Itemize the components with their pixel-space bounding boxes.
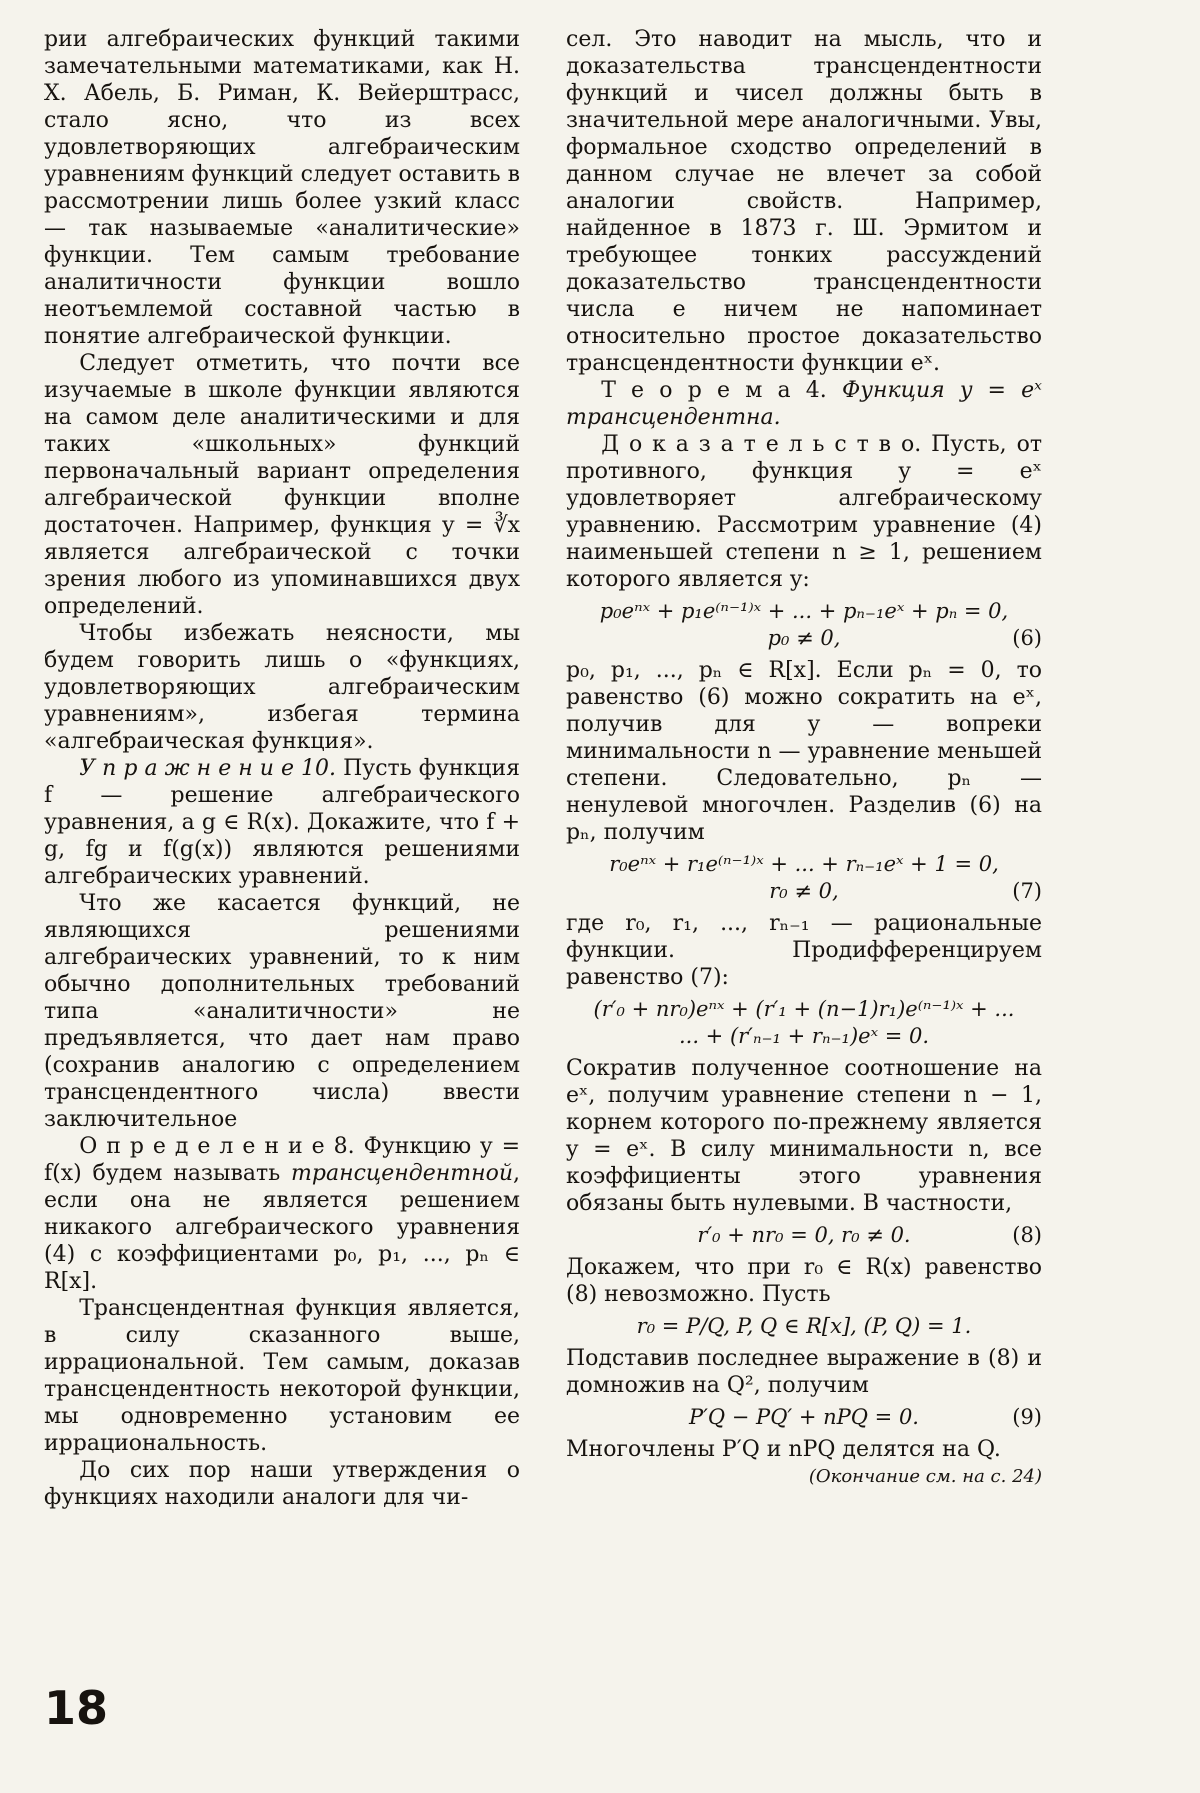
equation-8 xyxy=(566,1222,1042,1249)
exercise-body: Пусть функция f — решение алгебраического уравнения, а g ∈ R(x). Докажите, что f + g, fg и f(g(x)) являются решениями алгебраических уравнений. xyxy=(44,756,520,889)
theorem-body: Функция y = eˣ трансцендентна. xyxy=(566,378,1042,430)
left-column xyxy=(44,26,520,1511)
exercise-head: У п р а ж н е н и е 10. xyxy=(79,756,337,781)
paragraph-cancel-ex: Сократив полученное соотношение на eˣ, получим уравнение степени n − 1, корнем которого по-прежнему является y = eˣ. В силу минимальности n, все коэффициенты этого уравнения обязаны быть нулевыми. В частности, xyxy=(566,1056,1042,1216)
paragraph-rational-functions: где r₀, r₁, ..., rₙ₋₁ — рациональные функции. Продифференцируем равенство (7): xyxy=(566,911,1042,990)
theorem-4 xyxy=(566,377,1042,431)
equation-r0-text: r₀ = P/Q, P, Q ∈ R[x], (P, Q) = 1. xyxy=(636,1314,972,1338)
definition-pre: Функцию y = f(x) будем называть xyxy=(44,1134,520,1186)
equation-diff-line2: ... + (r′ₙ₋₁ + rₙ₋₁)eˣ = 0. xyxy=(678,1024,930,1048)
paragraph-minimality: p₀, p₁, ..., pₙ ∈ R[x]. Если pₙ = 0, то равенство (6) можно сократить на eˣ, получив для y — вопреки минимальности n — уравнение меньшей степени. Следовательно, pₙ — ненулевой многочлен. Разделив (6) на pₙ, получим xyxy=(566,658,1042,845)
equation-8-number: (8) xyxy=(1012,1223,1042,1247)
paragraph-non-solutions: Что же касается функций, не являющихся решениями алгебраических уравнений, то к ним обычно дополнительных требований типа «аналитичности» не предъявляется, что дает нам право (сохранив аналогию с определением трансцендентного числа) ввести заключительное xyxy=(44,891,520,1132)
paragraph-avoid-ambiguity: Чтобы избежать неясности, мы будем говорить лишь о «функциях, удовлетворяющих алгебраическим уравнениям», избегая термина «алгебраическая функция». xyxy=(44,621,520,754)
proof xyxy=(566,431,1042,593)
equation-6-line2 xyxy=(566,625,1042,652)
equation-7-line1: r₀eⁿˣ + r₁e⁽ⁿ⁻¹⁾ˣ + ... + rₙ₋₁eˣ + 1 = 0, xyxy=(609,852,999,876)
paragraph-substitute: Подставив последнее выражение в (8) и домножив на Q², получим xyxy=(566,1346,1042,1398)
definition-8 xyxy=(44,1133,520,1295)
paragraph-analogies-start: До сих пор наши утверждения о функциях находили аналоги для чи- xyxy=(44,1458,520,1510)
equation-9-text: P′Q − PQ′ + nPQ = 0. xyxy=(689,1405,919,1429)
page-number: 18 xyxy=(44,1681,109,1735)
proof-head: Д о к а з а т е л ь с т в о. xyxy=(601,432,922,457)
equation-6-line1: p₀eⁿˣ + p₁e⁽ⁿ⁻¹⁾ˣ + ... + pₙ₋₁eˣ + pₙ = 0, xyxy=(599,599,1009,623)
theorem-head: Т е о р е м а 4. xyxy=(601,378,827,403)
equation-r0-definition xyxy=(566,1313,1042,1340)
continuation-note: (Окончание см. на с. 24) xyxy=(808,1466,1042,1487)
equation-7-line2-text: r₀ ≠ 0, xyxy=(769,879,839,903)
equation-6-line2-text: p₀ ≠ 0, xyxy=(767,626,841,650)
equation-6 xyxy=(566,598,1042,652)
equation-differentiated xyxy=(566,996,1042,1050)
right-column xyxy=(566,26,1042,1511)
paragraph-analogies-continued: сел. Это наводит на мысль, что и доказательства трансцендентности функций и чисел должны быть в значительной мере аналогичными. Увы, формальное сходство определений в данном случае не влечет за собой аналогии свойств. Например, найденное в 1873 г. Ш. Эрмитом и требующее тонких рассуждений доказательство трансцендентности числа e ничем не напоминает относительно простое доказательство трансцендентности функции eˣ. xyxy=(566,27,1042,376)
definition-head: О п р е д е л е н и е 8. xyxy=(79,1134,355,1159)
paragraph-school-functions: Следует отметить, что почти все изучаемые в школе функции являются на самом деле аналитическими и для таких «школьных» функций первоначальный вариант определения алгебраической функции вполне достаточен. Например, функция y = ∛x является алгебраической с точки зрения любого из упоминавшихся двух определений. xyxy=(44,351,520,619)
equation-8-text: r′₀ + nr₀ = 0, r₀ ≠ 0. xyxy=(697,1223,911,1247)
exercise-10 xyxy=(44,755,520,890)
definition-post: , если она не является решением никакого алгебраического уравнения (4) с коэффициентами p₀, p₁, ..., pₙ ∈ R[x]. xyxy=(44,1161,520,1294)
paragraph-analytic-functions: рии алгебраических функций такими замечательными математиками, как Н. Х. Абель, Б. Риман, К. Вейерштрасс, стало ясно, что из всех удовлетворяющих алгебраическим уравнениям функций следует оставить в рассмотрении лишь более узкий класс — так называемые «аналитические» функции. Тем самым требование аналитичности функции вошло неотъемлемой составной частью в понятие алгебраической функции. xyxy=(44,27,520,349)
equation-7-number: (7) xyxy=(1012,879,1042,903)
proof-body: Пусть, от противного, функция y = eˣ удовлетворяет алгебраическому уравнению. Рассмотрим уравнение (4) наименьшей степени n ≥ 1, решением которого является y: xyxy=(566,432,1042,592)
definition-term: трансцендентной xyxy=(291,1161,513,1186)
equation-6-number: (6) xyxy=(1012,626,1042,650)
paragraph-transcendental-irrational: Трансцендентная функция является, в силу сказанного выше, иррациональной. Тем самым, доказав трансцендентность некоторой функции, мы одновременно установим ее иррациональность. xyxy=(44,1296,520,1456)
paragraph-polynomials-divisible: Многочлены P′Q и nPQ делятся на Q. xyxy=(566,1437,1001,1462)
paragraph-impossible: Докажем, что при r₀ ∈ R(x) равенство (8) невозможно. Пусть xyxy=(566,1255,1042,1307)
equation-9 xyxy=(566,1404,1042,1431)
equation-7-line2 xyxy=(566,878,1042,905)
equation-diff-line1: (r′₀ + nr₀)eⁿˣ + (r′₁ + (n−1)r₁)e⁽ⁿ⁻¹⁾ˣ + ... xyxy=(593,997,1015,1021)
equation-7 xyxy=(566,851,1042,905)
equation-9-number: (9) xyxy=(1012,1405,1042,1429)
